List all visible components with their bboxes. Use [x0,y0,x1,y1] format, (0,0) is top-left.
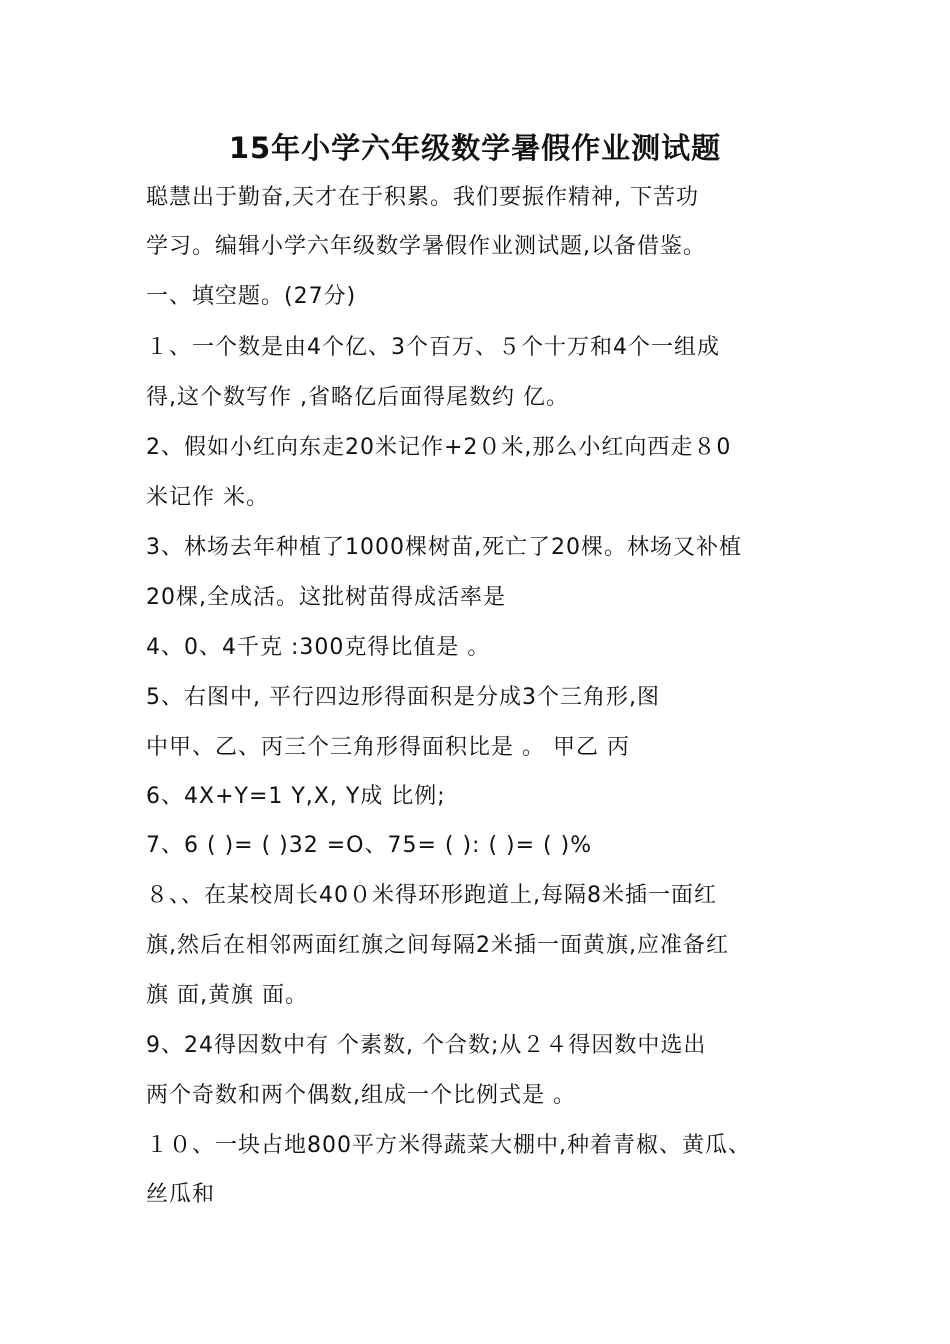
question-3-line-1: 3、林场去年种植了1000棵树苗,死亡了20棵。林场又补植 [146,535,742,560]
question-9-line-1: 9、24得因数中有 个素数, 个合数;从２４得因数中选出 [146,1033,707,1058]
question-6: 6、4X+Y=1 Y,X, Y成 比例; [146,784,446,809]
question-2-line-1: 2、假如小红向东走20米记作+2０米,那么小红向西走８0 [146,435,732,460]
question-8-line-3: 旗 面,黄旗 面。 [146,983,308,1008]
question-10-line-2: 丝瓜和 [146,1182,216,1207]
section-heading-fill-blank: 一、填空题。(27分) [146,284,357,309]
question-8-line-2: 旗,然后在相邻两面红旗之间每隔2米插一面黄旗,应准备红 [146,933,729,958]
question-10-line-1: １０、一块占地800平方米得蔬菜大棚中,种着青椒、黄瓜、 [146,1133,751,1158]
question-9-line-2: 两个奇数和两个偶数,组成一个比例式是 。 [146,1083,576,1108]
question-8-line-1: ８、、在某校周长40０米得环形跑道上,每隔8米插一面红 [146,883,717,908]
question-3-line-2: 20棵,全成活。这批树苗得成活率是 [146,585,506,610]
question-1-line-2: 得,这个数写作 ,省略亿后面得尾数约 亿。 [146,385,569,410]
question-2-line-2: 米记作 米。 [146,485,269,510]
intro-line-1: 聪慧出于勤奋,天才在于积累。我们要振作精神, 下苦功 [146,185,699,210]
intro-line-2: 学习。编辑小学六年级数学暑假作业测试题,以备借鉴。 [146,234,706,259]
document-title: 15年小学六年级数学暑假作业测试题 [228,131,722,165]
question-4: 4、0、4千克 :300克得比值是 。 [146,635,491,660]
question-5-line-1: 5、右图中, 平行四边形得面积是分成3个三角形,图 [146,685,660,710]
question-1-line-1: １、一个数是由4个亿、3个百万、５个十万和4个一组成 [146,335,720,360]
question-5-line-2: 中甲、乙、丙三个三角形得面积比是 。 甲乙 丙 [146,735,630,760]
question-7: 7、6 ( )= ( )32 =O、75= ( ): ( )= ( )% [146,833,593,858]
